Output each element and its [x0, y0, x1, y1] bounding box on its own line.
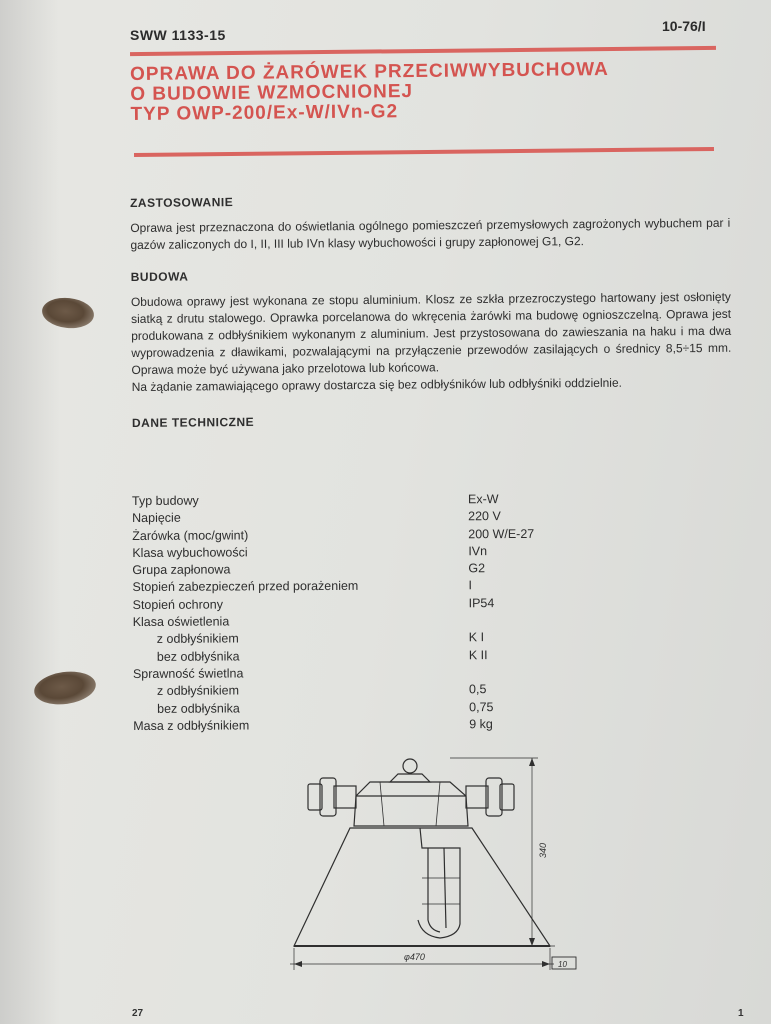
- right-gland: [466, 786, 488, 808]
- section-heading-dane: DANE TECHNICZNE: [131, 414, 255, 430]
- spec-value: I: [468, 578, 473, 593]
- glass-guard: [418, 828, 460, 938]
- spec-label: Stopień ochrony: [132, 597, 223, 612]
- left-gland: [334, 786, 356, 808]
- document-code: SWW 1133-15: [130, 27, 226, 43]
- spec-label: Żarówka (moc/gwint): [132, 527, 249, 543]
- luminaire-drawing: [280, 748, 590, 978]
- spec-value: IP54: [468, 595, 495, 611]
- spec-value: IVn: [468, 544, 488, 559]
- zastosowanie-paragraph: Oprawa jest przeznaczona do oświetlania ogólnego pomieszczeń przemysłowych zagrożonych wybuchem par i gazów zaliczonych do I, II, III lub IVn klasy wybuchowości i grupy zapłonowej G1, G2.: [130, 215, 731, 252]
- punch-hole-bottom: [32, 668, 98, 708]
- top-divider: [130, 46, 716, 56]
- spec-value: Ex-W: [467, 492, 499, 507]
- spec-value: 0,75: [469, 699, 494, 714]
- hook-base: [390, 774, 430, 782]
- document-number: 10-76/I: [662, 18, 706, 34]
- title-line-3: TYP OWP-200/Ex-W/IVn-G2: [130, 101, 399, 125]
- spec-label: Klasa oświetlenia: [132, 614, 230, 630]
- spec-label: Napięcie: [132, 511, 181, 526]
- spec-label: Sprawność świetlna: [132, 666, 244, 681]
- punch-hole-top: [41, 295, 96, 330]
- title-divider: [134, 147, 714, 157]
- spec-value: K I: [468, 630, 485, 645]
- hook-ring: [403, 759, 417, 773]
- spec-value: 9 kg: [469, 716, 493, 732]
- budowa-paragraph: Obudowa oprawy jest wykonana ze stopu aluminium. Klosz ze szkła przezroczystego hartowany jest osłonięty siatką z drutu stalowego. Oprawka porcelanowa do wkręcenia żarówki ma budowę ognioszczelną. Oprawa jest produkowana z odbłyśnikiem wykonanym z aluminium. Jest przystosowana do zawieszania na haku i ma dwa wyprowadzenia z dławikami, pozwalającymi na przyłączenie przewodów zasilających o średnicy 8,5÷15 mm. Oprawa może być używana jako przelotowa lub końcowa.: [130, 289, 732, 377]
- spec-value: 200 W/E-27: [468, 526, 535, 541]
- housing: [354, 782, 468, 826]
- spec-value: 0,5: [468, 682, 487, 697]
- edge-shadow: [0, 0, 60, 1024]
- page-number-left: 27: [132, 1008, 144, 1019]
- spec-label: z odbłyśnikiem: [156, 631, 239, 647]
- spec-label: Grupa zapłonowa: [132, 562, 231, 578]
- dimension-height-label: 340: [538, 842, 548, 858]
- page-title: [130, 60, 609, 125]
- spec-label: bez odbłyśnika: [157, 701, 240, 716]
- body-text: [130, 191, 732, 440]
- title-line-1: OPRAWA DO ŻARÓWEK PRZECIWWYBUCHOWA: [129, 58, 609, 85]
- spec-value: K II: [468, 647, 488, 662]
- spec-value: G2: [468, 561, 486, 576]
- spec-table: [132, 492, 535, 736]
- section-heading-budowa: BUDOWA: [130, 269, 189, 284]
- spec-label: Masa z odbłyśnikiem: [133, 718, 250, 733]
- spec-label: Klasa wybuchowości: [132, 545, 248, 560]
- spec-label: Typ budowy: [132, 493, 199, 508]
- page-number-right: 1: [738, 1008, 744, 1019]
- budowa-paragraph-note: Na żądanie zamawiającego oprawy dostarcza się bez odbłyśników lub odbłyśniki oddzielnie.: [131, 375, 622, 394]
- dimension-width-label: φ470: [404, 952, 425, 962]
- spec-label: Stopień zabezpieczeń przed porażeniem: [132, 579, 359, 595]
- title-line-2: O BUDOWIE WZMOCNIONEJ: [130, 81, 414, 105]
- dimension-box-label: 10: [558, 960, 567, 969]
- spec-value: 220 V: [468, 509, 501, 524]
- spec-label: bez odbłyśnika: [156, 649, 240, 664]
- section-heading-zastosowanie: ZASTOSOWANIE: [130, 195, 234, 210]
- spec-label: z odbłyśnikiem: [156, 683, 240, 699]
